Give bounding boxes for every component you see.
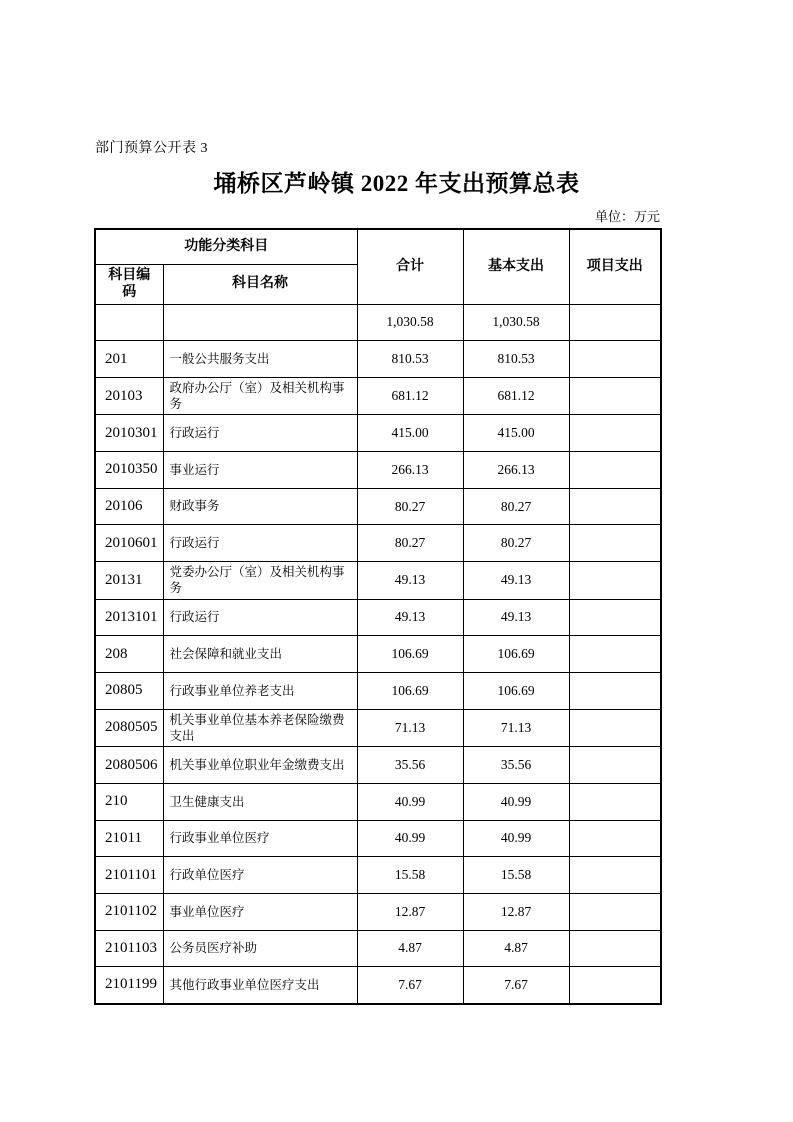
cell-name: 行政运行: [163, 525, 357, 562]
cell-name: 一般公共服务支出: [163, 341, 357, 378]
cell-total: 681.12: [357, 377, 463, 415]
cell-total: 40.99: [357, 783, 463, 820]
cell-project: [569, 857, 661, 894]
table-body: [95, 304, 661, 1004]
cell-project: [569, 599, 661, 636]
table-row: [95, 709, 661, 747]
cell-basic: 106.69: [463, 636, 569, 673]
cell-total: 35.56: [357, 747, 463, 784]
cell-code: 208: [95, 636, 163, 673]
cell-name: 党委办公厅（室）及相关机构事务: [163, 562, 357, 600]
cell-basic: 40.99: [463, 783, 569, 820]
table-row: [95, 857, 661, 894]
cell-code: 2010301: [95, 415, 163, 452]
cell-name: 公务员医疗补助: [163, 930, 357, 967]
cell-code: 20131: [95, 562, 163, 600]
cell-project: [569, 967, 661, 1004]
cell-code: 2080506: [95, 747, 163, 784]
table-row: [95, 488, 661, 525]
cell-name: 行政事业单位医疗: [163, 820, 357, 857]
cell-project: [569, 377, 661, 415]
table-row: [95, 930, 661, 967]
cell-basic: 35.56: [463, 747, 569, 784]
table-row: [95, 415, 661, 452]
cell-basic: 415.00: [463, 415, 569, 452]
cell-basic: 7.67: [463, 967, 569, 1004]
cell-total: 71.13: [357, 709, 463, 747]
cell-name: 行政运行: [163, 415, 357, 452]
cell-code: 20805: [95, 673, 163, 710]
cell-basic: 106.69: [463, 673, 569, 710]
cell-name: 政府办公厅（室）及相关机构事务: [163, 377, 357, 415]
cell-project: [569, 341, 661, 378]
header-functional-category: 功能分类科目: [95, 229, 357, 264]
cell-name: [163, 304, 357, 341]
budget-table: [94, 228, 662, 1005]
table-header: [95, 229, 661, 304]
table-row: [95, 599, 661, 636]
cell-project: [569, 304, 661, 341]
cell-code: 21011: [95, 820, 163, 857]
table-row: [95, 341, 661, 378]
cell-name: 机关事业单位基本养老保险缴费支出: [163, 709, 357, 747]
table-row: [95, 893, 661, 930]
cell-code: [95, 304, 163, 341]
cell-name: 机关事业单位职业年金缴费支出: [163, 747, 357, 784]
cell-code: 201: [95, 341, 163, 378]
cell-name: 事业运行: [163, 452, 357, 489]
cell-code: 20106: [95, 488, 163, 525]
cell-basic: 266.13: [463, 452, 569, 489]
cell-basic: 80.27: [463, 488, 569, 525]
cell-basic: 1,030.58: [463, 304, 569, 341]
cell-total: 12.87: [357, 893, 463, 930]
cell-code: 2013101: [95, 599, 163, 636]
header-subject-code: 科目编码: [95, 264, 163, 304]
cell-basic: 49.13: [463, 599, 569, 636]
cell-name: 行政运行: [163, 599, 357, 636]
cell-name: 其他行政事业单位医疗支出: [163, 967, 357, 1004]
cell-code: 2101102: [95, 893, 163, 930]
cell-code: 2101199: [95, 967, 163, 1004]
table-label: 部门预算公开表 3: [95, 141, 208, 156]
header-row-group: [95, 229, 661, 264]
cell-total: 4.87: [357, 930, 463, 967]
cell-name: 财政事务: [163, 488, 357, 525]
cell-code: 20103: [95, 377, 163, 415]
cell-basic: 71.13: [463, 709, 569, 747]
cell-name: 卫生健康支出: [163, 783, 357, 820]
cell-code: 2101103: [95, 930, 163, 967]
cell-project: [569, 415, 661, 452]
cell-total: 810.53: [357, 341, 463, 378]
table-row: [95, 562, 661, 600]
cell-project: [569, 636, 661, 673]
cell-total: 415.00: [357, 415, 463, 452]
cell-code: 2080505: [95, 709, 163, 747]
cell-basic: 4.87: [463, 930, 569, 967]
cell-project: [569, 488, 661, 525]
header-basic-expenditure: 基本支出: [463, 229, 569, 304]
cell-basic: 810.53: [463, 341, 569, 378]
cell-name: 行政事业单位养老支出: [163, 673, 357, 710]
cell-project: [569, 893, 661, 930]
cell-total: 80.27: [357, 488, 463, 525]
cell-basic: 12.87: [463, 893, 569, 930]
cell-project: [569, 783, 661, 820]
cell-total: 15.58: [357, 857, 463, 894]
table-row: [95, 636, 661, 673]
cell-name: 社会保障和就业支出: [163, 636, 357, 673]
table-row: [95, 967, 661, 1004]
cell-total: 80.27: [357, 525, 463, 562]
cell-name: 行政单位医疗: [163, 857, 357, 894]
cell-project: [569, 747, 661, 784]
cell-project: [569, 673, 661, 710]
cell-basic: 15.58: [463, 857, 569, 894]
table-row: [95, 673, 661, 710]
table-row: [95, 452, 661, 489]
cell-total: 49.13: [357, 562, 463, 600]
table-row: [95, 525, 661, 562]
cell-project: [569, 709, 661, 747]
cell-basic: 49.13: [463, 562, 569, 600]
cell-code: 210: [95, 783, 163, 820]
header-project-expenditure: 项目支出: [569, 229, 661, 304]
cell-code: 2010601: [95, 525, 163, 562]
cell-name: 事业单位医疗: [163, 893, 357, 930]
cell-code: 2010350: [95, 452, 163, 489]
table-row: [95, 377, 661, 415]
cell-code: 2101101: [95, 857, 163, 894]
cell-project: [569, 930, 661, 967]
cell-total: 106.69: [357, 636, 463, 673]
cell-total: 1,030.58: [357, 304, 463, 341]
table-row: [95, 304, 661, 341]
unit-note: 单位：万元: [594, 209, 660, 224]
cell-basic: 681.12: [463, 377, 569, 415]
table-row: [95, 820, 661, 857]
cell-basic: 80.27: [463, 525, 569, 562]
cell-total: 266.13: [357, 452, 463, 489]
cell-project: [569, 562, 661, 600]
cell-total: 40.99: [357, 820, 463, 857]
header-subject-name: 科目名称: [163, 264, 357, 304]
cell-project: [569, 525, 661, 562]
cell-total: 106.69: [357, 673, 463, 710]
cell-total: 49.13: [357, 599, 463, 636]
cell-project: [569, 452, 661, 489]
table-row: [95, 783, 661, 820]
cell-project: [569, 820, 661, 857]
cell-basic: 40.99: [463, 820, 569, 857]
table-row: [95, 747, 661, 784]
cell-total: 7.67: [357, 967, 463, 1004]
page-title: 埇桥区芦岭镇 2022 年支出预算总表: [213, 171, 580, 196]
header-total: 合计: [357, 229, 463, 304]
